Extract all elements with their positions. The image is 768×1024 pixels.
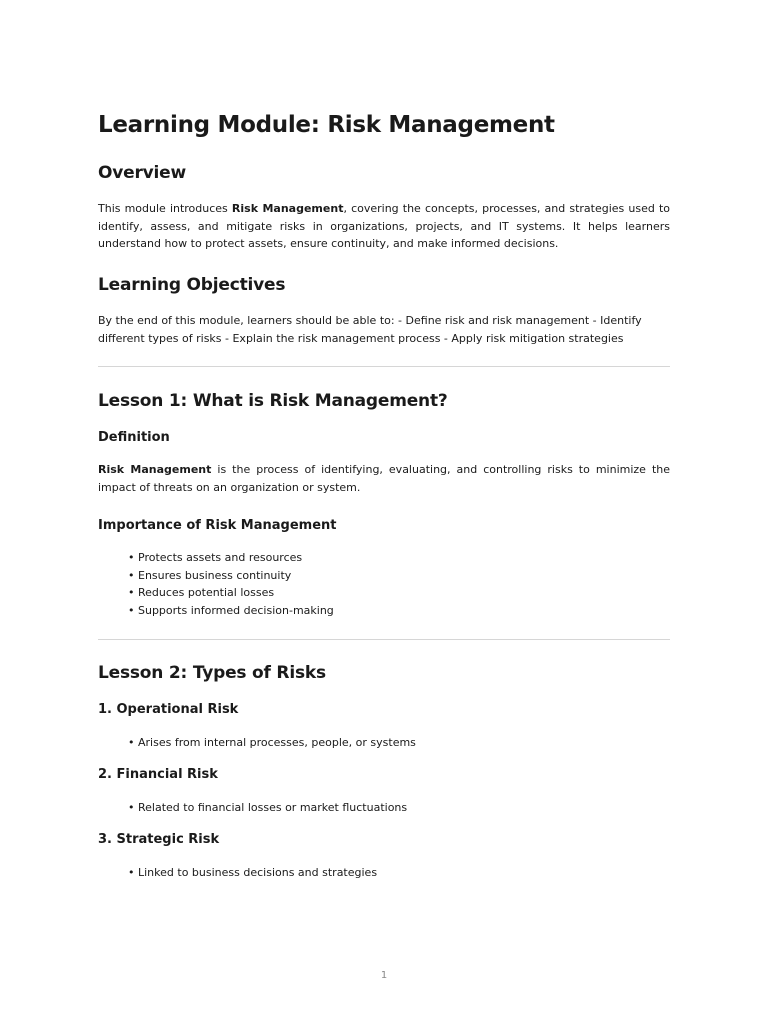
page-title: Learning Module: Risk Management: [98, 112, 555, 138]
operational-risk-list: [128, 734, 416, 752]
list-item: • Supports informed decision-making: [128, 602, 334, 620]
definition-paragraph: [98, 461, 670, 496]
objectives-heading: Learning Objectives: [98, 275, 286, 295]
list-item: • Protects assets and resources: [128, 549, 334, 567]
section-divider: [98, 366, 670, 367]
list-item: • Reduces potential losses: [128, 584, 334, 602]
overview-heading: Overview: [98, 163, 186, 183]
list-item: • Arises from internal processes, people, or systems: [128, 734, 416, 752]
strategic-risk-heading: 3. Strategic Risk: [98, 832, 220, 847]
definition-bold-term: Risk Management: [98, 463, 212, 476]
definition-heading: Definition: [98, 430, 170, 445]
financial-risk-list: [128, 799, 407, 817]
overview-paragraph: [98, 200, 670, 253]
objectives-paragraph: By the end of this module, learners should be able to: - Define risk and risk management - Identify different types of risks - Explain the risk management process - Apply risk mitigation strategies: [98, 314, 642, 345]
list-item: • Ensures business continuity: [128, 567, 334, 585]
overview-bold-term: Risk Management: [231, 202, 344, 215]
list-item: • Related to financial losses or market fluctuations: [128, 799, 407, 817]
section-divider: [98, 639, 670, 640]
importance-list: [128, 549, 334, 619]
strategic-risk-list: [128, 864, 377, 882]
overview-text-start: This module introduces: [98, 202, 232, 215]
operational-risk-heading: 1. Operational Risk: [98, 702, 239, 717]
overview-text-end: , covering the concepts, processes, and strategies used to identify, assess, and mitigate risks in organizations, projects, and IT systems. It helps learners understand how to protect assets, ensure continuity, and make informed decisions.: [98, 202, 671, 250]
definition-text: is the process of identifying, evaluating, and controlling risks to minimize the impact of threats on an organization or system.: [98, 463, 670, 494]
list-item: • Linked to business decisions and strategies: [128, 864, 377, 882]
page-number: 1: [380, 970, 388, 981]
financial-risk-heading: 2. Financial Risk: [98, 767, 218, 782]
importance-heading: Importance of Risk Management: [98, 518, 337, 533]
lesson1-heading: Lesson 1: What is Risk Management?: [98, 391, 448, 411]
lesson2-heading: Lesson 2: Types of Risks: [98, 663, 326, 683]
